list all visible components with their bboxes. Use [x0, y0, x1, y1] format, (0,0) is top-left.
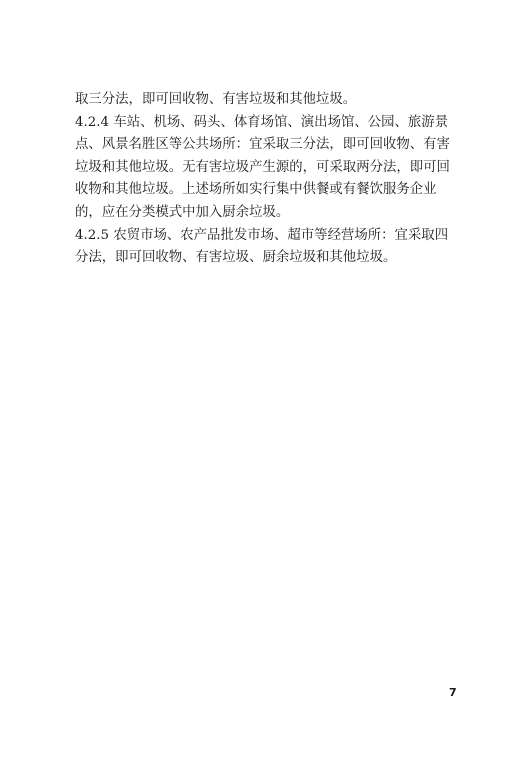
text-line: 垃圾和其他垃圾。无有害垃圾产生源的，可采取两分法，即可回 [75, 159, 450, 175]
text-line: 的，应在分类模式中加入厨余垃圾。 [75, 204, 290, 220]
document-body [75, 89, 465, 270]
page-number: 7 [449, 686, 457, 699]
clause-4-2-4-line: 4.2.4 车站、机场、码头、体育场馆、演出场馆、公园、旅游景 [75, 114, 449, 130]
text-line: 分法，即可回收物、有害垃圾、厨余垃圾和其他垃圾。 [75, 250, 397, 266]
clause-4-2-5-line: 4.2.5 农贸市场、农产品批发市场、超市等经营场所：宜采取四 [75, 227, 449, 243]
text-line: 点、风景名胜区等公共场所：宜采取三分法，即可回收物、有害 [75, 137, 450, 153]
text-line: 取三分法，即可回收物、有害垃圾和其他垃圾。 [75, 92, 357, 107]
text-line: 收物和其他垃圾。上述场所如实行集中供餐或有餐饮服务企业 [75, 182, 437, 198]
